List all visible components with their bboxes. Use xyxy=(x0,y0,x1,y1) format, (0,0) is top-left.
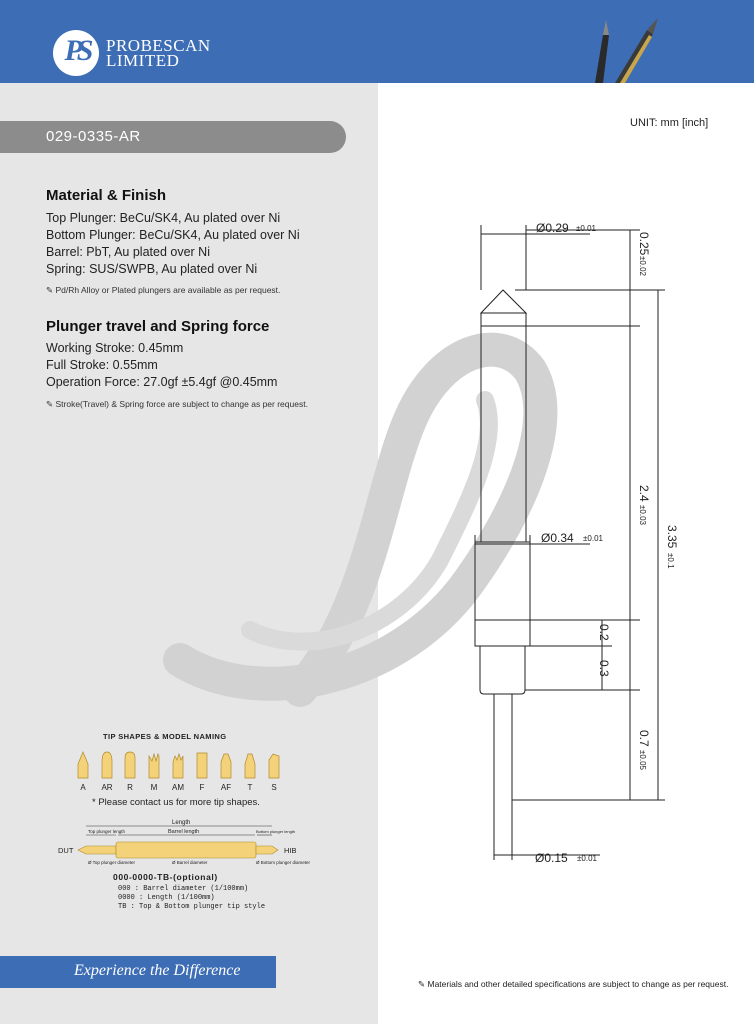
top-plunger-diameter-label: Ø Top plunger diameter xyxy=(88,860,135,865)
tip-length-tol: ±0.02 xyxy=(638,256,647,276)
tip-diameter-label: Ø0.29 xyxy=(536,221,569,235)
tip-label: F xyxy=(199,783,205,792)
tip-label: R xyxy=(127,783,133,792)
tip-label: A xyxy=(80,783,86,792)
dut-label: DUT xyxy=(58,846,74,855)
travel-line: Working Stroke: 0.45mm xyxy=(46,341,184,355)
material-line: Spring: SUS/SWPB, Au plated over Ni xyxy=(46,262,258,276)
ps-monogram-icon: PS xyxy=(53,30,99,76)
naming-line: TB : Top & Bottom plunger tip style xyxy=(118,903,266,911)
bottom-plunger-length-label: Bottom plunger length xyxy=(256,829,296,834)
material-line: Barrel: PbT, Au plated over Ni xyxy=(46,245,210,259)
unit-label: UNIT: mm [inch] xyxy=(630,117,709,129)
tip-ar-icon xyxy=(102,752,112,778)
tip-a-icon xyxy=(78,752,88,778)
tip-shapes-row xyxy=(70,750,290,784)
tagline-bar xyxy=(0,956,276,988)
tip-label: S xyxy=(271,783,277,792)
total-length-label: 3.35 xyxy=(665,525,679,549)
model-code: 000-0000-TB-(optional) xyxy=(113,872,218,882)
length-label: Length xyxy=(172,820,191,826)
crimp-offset-label: 0.3 xyxy=(597,660,611,677)
tip-t-icon xyxy=(245,754,255,778)
barrel-diameter-caption: Ø Barrel diameter xyxy=(172,860,208,865)
contact-note: * Please contact us for more tip shapes. xyxy=(92,797,260,808)
tip-shapes-title: TIP SHAPES & MODEL NAMING xyxy=(103,732,227,741)
company-name-line1: PROBESCAN xyxy=(106,36,211,55)
naming-line: 0000 : Length (1/100mm) xyxy=(118,894,215,902)
hib-label: HIB xyxy=(284,846,297,855)
footer-note: ✎ Materials and other detailed specifications are subject to change as per request. xyxy=(418,979,729,989)
bottom-plunger-diameter-label: Ø Bottom plunger diameter xyxy=(256,860,310,865)
bottom-diameter-label: Ø0.15 xyxy=(535,851,568,865)
tip-label: T xyxy=(247,783,253,792)
material-note: ✎ Pd/Rh Alloy or Plated plungers are available as per request. xyxy=(46,285,281,295)
travel-line: Full Stroke: 0.55mm xyxy=(46,358,158,372)
material-line: Top Plunger: BeCu/SK4, Au plated over Ni xyxy=(46,211,281,225)
tip-diameter-tol: ±0.01 xyxy=(576,224,596,233)
tip-s-icon xyxy=(269,754,279,778)
upper-length-label: 2.4 xyxy=(637,485,651,502)
company-name-line2: LIMITED xyxy=(106,51,180,70)
bottom-length-label: 0.7 xyxy=(637,730,651,747)
tip-f-icon xyxy=(197,753,207,778)
model-number: 029-0335-AR xyxy=(46,128,141,145)
tagline: Experience the Difference xyxy=(74,962,241,979)
barrel-length-label: Barrel length xyxy=(168,829,200,835)
barrel-diameter-label: Ø0.34 xyxy=(541,531,574,545)
tip-length-label: 0.25 xyxy=(637,232,651,256)
model-naming-diagram xyxy=(50,815,310,870)
upper-length-tol: ±0.03 xyxy=(638,505,647,525)
tip-label: M xyxy=(150,783,158,792)
naming-line: 000 : Barrel diameter (1/100mm) xyxy=(118,885,249,893)
tip-label: AM xyxy=(172,783,184,792)
bottom-diameter-tol: ±0.01 xyxy=(577,854,597,863)
tip-r-icon xyxy=(125,752,135,778)
total-length-tol: ±0.1 xyxy=(666,553,675,569)
material-title: Material & Finish xyxy=(46,187,167,204)
material-line: Bottom Plunger: BeCu/SK4, Au plated over Ni xyxy=(46,228,300,242)
tip-m-icon xyxy=(149,754,159,778)
travel-note: ✎ Stroke(Travel) & Spring force are subject to change as per request. xyxy=(46,399,308,409)
travel-title: Plunger travel and Spring force xyxy=(46,318,270,335)
bottom-length-tol: ±0.05 xyxy=(638,750,647,770)
crimp-length-label: 0.2 xyxy=(597,624,611,641)
tip-af-icon xyxy=(221,754,231,778)
tip-label: AF xyxy=(220,783,232,792)
tip-am-icon xyxy=(173,754,183,778)
travel-line: Operation Force: 27.0gf ±5.4gf @0.45mm xyxy=(46,375,278,389)
barrel-diameter-tol: ±0.01 xyxy=(583,534,603,543)
tip-label: AR xyxy=(101,783,113,792)
top-plunger-length-label: Top plunger length xyxy=(88,829,126,834)
